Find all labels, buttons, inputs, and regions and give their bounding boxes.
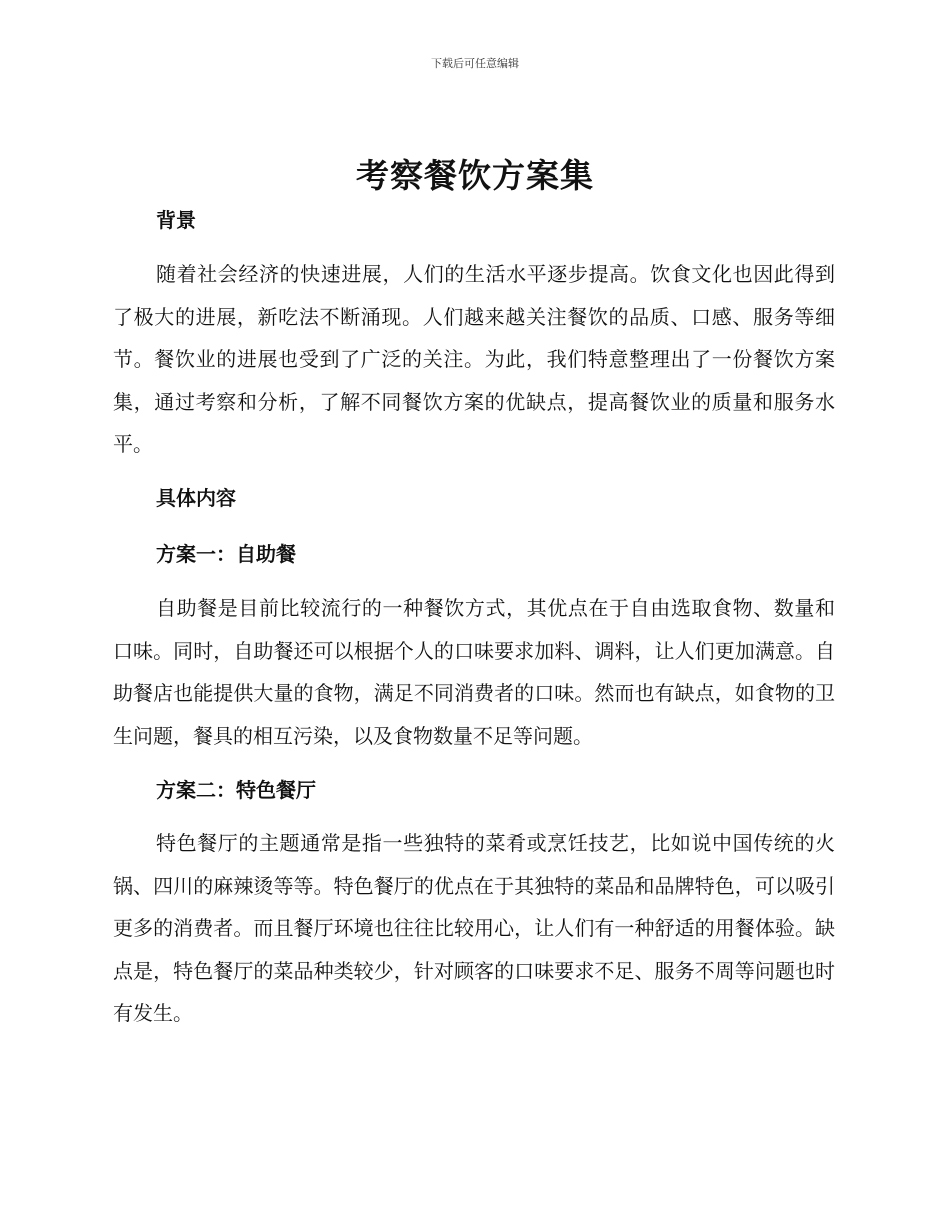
section-paragraph-plan-two: 特色餐厅的主题通常是指一些独特的菜肴或烹饪技艺，比如说中国传统的火锅、四川的麻辣烫等等。特色餐厅的优点在于其独特的菜品和品牌特色，可以吸引更多的消费者。而且餐厅环境也往往比较用心，让人们有一种舒适的用餐体验。缺点是，特色餐厅的菜品种类较少，针对顾客的口味要求不足、服务不周等问题也时有发生。 (113, 831, 835, 1025)
section-paragraph-background: 随着社会经济的快速进展，人们的生活水平逐步提高。饮食文化也因此得到了极大的进展，新吃法不断涌现。人们越来越关注餐饮的品质、口感、服务等细节。餐饮业的进展也受到了广泛的关注。为此，我们特意整理出了一份餐饮方案集，通过考察和分析，了解不同餐饮方案的优缺点，提高餐饮业的质量和服务水平。 (113, 262, 835, 456)
section-heading-plan-one: 方案一：自助餐 (156, 542, 296, 566)
section-heading-background: 背景 (156, 208, 196, 232)
document-title: 考察餐饮方案集 (356, 156, 594, 195)
page-header-note: 下载后可任意编辑 (431, 57, 519, 70)
section-heading-plan-two: 方案二：特色餐厅 (156, 778, 316, 802)
section-paragraph-plan-one: 自助餐是目前比较流行的一种餐饮方式，其优点在于自由选取食物、数量和口味。同时，自助餐还可以根据个人的口味要求加料、调料，让人们更加满意。自助餐店也能提供大量的食物，满足不同消费者的口味。然而也有缺点，如食物的卫生问题，餐具的相互污染，以及食物数量不足等问题。 (113, 596, 835, 748)
section-heading-details: 具体内容 (156, 486, 236, 510)
